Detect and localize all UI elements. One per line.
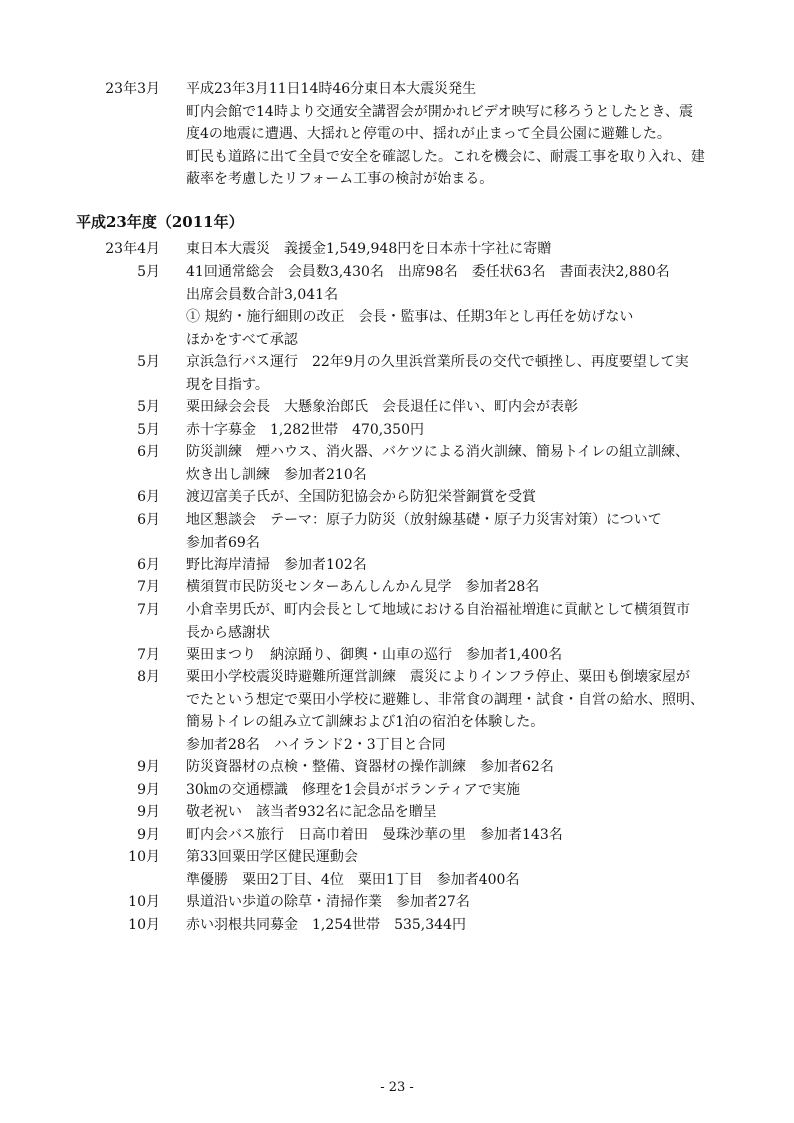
entry-line: 町内会バス旅行 日高巾着田 曼珠沙華の里 参加者143名 (186, 827, 563, 843)
entry-line: 参加者69名 (186, 534, 260, 551)
entry-text (186, 554, 726, 577)
entry-date: 9月 (137, 827, 160, 843)
entry-date: 5月 (137, 399, 160, 415)
entry-line: 赤い羽根共同募金 1,254世帯 535,344円 (186, 917, 466, 933)
entry-text (186, 78, 726, 191)
entry-line: ① 規約・施行細則の改正 会長・監事は、任期3年とし再任を妨げない (186, 309, 634, 325)
entry-date: 6月 (137, 557, 160, 573)
entry-line: 粟田緑会会長 大懸象治郎氏 会長退任に伴い、町内会が表彰 (186, 399, 578, 415)
entry-text (186, 846, 726, 891)
entry-text (186, 599, 726, 644)
entry-line: 粟田まつり 納涼踊り、御輿・山車の巡行 参加者1,400名 (186, 647, 563, 663)
entry-line: 地区懇談会 テーマ：原子力防災（放射線基礎・原子力災害対策）について (186, 512, 662, 528)
entry-line: 現を目指す。 (186, 376, 269, 393)
entry-date: 7月 (137, 579, 160, 595)
entry-date: 6月 (137, 512, 160, 528)
entry-text (186, 891, 726, 914)
entry-line: 参加者28名 ハイランド2・3丁目と合同 (186, 736, 446, 753)
entry-date: 10月 (128, 894, 160, 910)
entry-line: 第33回粟田学区健民運動会 (186, 849, 358, 865)
entry-text (186, 914, 726, 937)
entry-line: でたという想定で粟田小学校に避難し、非常食の調理・試食・自営の給水、照明、 (186, 691, 704, 708)
entry-line: 町民も道路に出て全員で安全を確認した。これを機会に、耐震工事を取り入れ、建 (186, 148, 705, 165)
entry-line: 度4の地震に遭遇、大揺れと停電の中、揺れが止まって全員公園に避難した。 (186, 126, 671, 142)
entry-line: 東日本大震災 義援金1,549,948円を日本赤十字社に寄贈 (186, 241, 552, 257)
entry-text (186, 261, 726, 351)
entry-text (186, 351, 726, 396)
entry-date: 9月 (137, 804, 160, 820)
entry-text (186, 419, 726, 442)
entry-text (186, 486, 726, 509)
entry-line: 渡辺富美子氏が、全国防犯協会から防犯栄誉銅賞を受賞 (186, 489, 536, 505)
entry-text (186, 666, 726, 756)
entry-text (186, 396, 726, 419)
entry-line: 平成23年3月11日14時46分東日本大震災発生 (186, 81, 477, 97)
entry-line: 炊き出し訓練 参加者210名 (186, 466, 367, 483)
entry-line: 30㎞の交通標識 修理を1会員がボランティアで実施 (186, 782, 521, 798)
entry-line: 出席会員数合計3,041名 (186, 286, 339, 303)
entry-text (186, 509, 726, 554)
entry-line: 粟田小学校震災時避難所運営訓練 震災によりインフラ停止、粟田も倒壊家屋が (186, 669, 690, 685)
entry-date: 8月 (137, 669, 160, 685)
entry-line: 長から感謝状 (186, 624, 270, 641)
entry-line: 防災資器材の点検・整備、資器材の操作訓練 参加者62名 (186, 759, 554, 775)
entry-line: 横須賀市民防災センターあんしんかん見学 参加者28名 (186, 579, 540, 595)
entry-date: 23年4月 (105, 241, 160, 257)
entry-line: 県道沿い歩道の除草・清掃作業 参加者27名 (186, 894, 470, 910)
entry-date: 5月 (137, 264, 160, 280)
entry-date: 5月 (137, 354, 160, 370)
entry-text (186, 779, 726, 802)
entry-line: 防災訓練 煙ハウス、消火器、バケツによる消火訓練、簡易トイレの組立訓練、 (186, 444, 690, 460)
entry-text (186, 644, 726, 667)
entry-text (186, 238, 726, 261)
entry-date: 23年3月 (105, 81, 160, 97)
entry-date: 6月 (137, 489, 160, 505)
entry-date: 9月 (137, 782, 160, 798)
entry-line: 蔽率を考慮したリフォーム工事の検討が始まる。 (186, 171, 494, 187)
entry-line: 41回通常総会 会員数3,430名 出席98名 委任状63名 書面表決2,880名 (186, 264, 670, 280)
entry-date: 10月 (128, 849, 160, 865)
entry-line: 赤十字募金 1,282世帯 470,350円 (186, 422, 424, 438)
entry-line: ほかをすべて承認 (186, 331, 298, 348)
entry-text (186, 824, 726, 847)
entry-date: 10月 (128, 917, 160, 933)
entry-text (186, 756, 726, 779)
entry-line: 野比海岸清掃 参加者102名 (186, 557, 367, 573)
page-number: - 23 - (380, 1080, 414, 1095)
entry-line: 準優勝 粟田2丁目、4位 粟田1丁目 参加者400名 (186, 871, 520, 888)
entry-line: 小倉幸男氏が、町内会長として地域における自治福祉増進に貢献として横須賀市 (186, 602, 690, 618)
entry-line: 町内会館で14時より交通安全講習会が開かれビデオ映写に移ろうとしたとき、震 (186, 103, 693, 120)
entry-text (186, 441, 726, 486)
entry-text (186, 801, 726, 824)
entry-line: 敬老祝い 該当者932名に記念品を贈呈 (186, 804, 437, 820)
entry-text (186, 576, 726, 599)
entry-date: 7月 (137, 602, 160, 618)
entry-line: 京浜急行バス運行 22年9月の久里浜営業所長の交代で頓挫し、再度要望して実 (186, 354, 689, 370)
entry-date: 6月 (137, 444, 160, 460)
entry-line: 簡易トイレの組み立て訓練および1泊の宿泊を体験した。 (186, 714, 545, 730)
entry-date: 7月 (137, 647, 160, 663)
entry-date: 5月 (137, 422, 160, 438)
section-heading: 平成23年度（2011年） (76, 213, 244, 231)
entry-date: 9月 (137, 759, 160, 775)
